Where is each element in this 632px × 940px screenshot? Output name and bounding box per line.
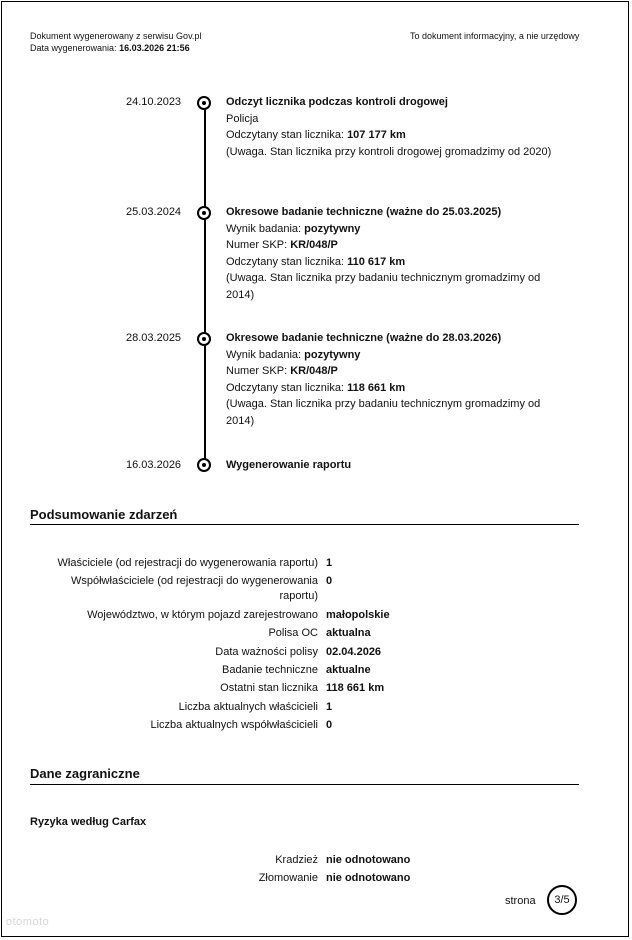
header-left [30, 30, 201, 54]
page-label: strona [505, 895, 536, 907]
summary-row [30, 718, 590, 733]
event-odometer [226, 254, 566, 271]
summary-value: aktualna [326, 627, 371, 640]
summary-value: 1 [326, 557, 333, 569]
timeline-line [204, 102, 206, 464]
event-odometer [226, 127, 566, 144]
odometer-value: 110 617 km [347, 255, 406, 268]
summary-table [30, 556, 590, 737]
timeline-dot-icon [197, 332, 211, 346]
skp-value: KR/048/P [290, 365, 338, 377]
odometer-value: 107 177 km [347, 129, 406, 141]
generated-source: Dokument wygenerowany z serwisu Gov.pl [30, 31, 202, 41]
event-note: (Uwaga. Stan licznika przy badaniu technicznym gromadzimy od 2014) [226, 272, 541, 301]
timeline-event [226, 330, 566, 429]
summary-value: 0 [326, 575, 333, 588]
event-title: Odczyt licznika podczas kontroli drogowej [226, 96, 448, 108]
summary-value: 0 [326, 719, 333, 732]
summary-value: aktualne [326, 663, 371, 676]
timeline-event [226, 204, 566, 303]
carfax-value: nie odnotowano [326, 854, 411, 866]
result-value: pozytywny [304, 348, 361, 361]
summary-label: Liczba aktualnych współwłaścicieli [150, 719, 318, 732]
summary-row [30, 663, 590, 678]
summary-row [30, 556, 590, 571]
section-divider [30, 524, 579, 525]
summary-label: Data ważności polisy [215, 645, 318, 658]
summary-row [30, 645, 590, 660]
event-title: Okresowe badanie techniczne (ważne do 25.03.2025) [226, 206, 502, 218]
summary-label: Właściciele (od rejestracji do wygenerowania raportu) [57, 557, 318, 569]
section-title-foreign: Dane zagraniczne [30, 766, 140, 781]
summary-value: 02.04.2026 [326, 645, 382, 658]
carfax-row [30, 871, 590, 886]
header-disclaimer: To dokument informacyjny, a nie urzędowy [410, 31, 580, 41]
timeline-event [226, 94, 566, 160]
summary-row [30, 626, 590, 641]
event-date: 16.03.2026 [126, 459, 182, 471]
skp-label: Numer SKP: [226, 239, 288, 251]
summary-label: Województwo, w którym pojazd zarejestrowano [87, 608, 318, 621]
carfax-row [30, 853, 590, 868]
summary-value: 118 661 km [326, 682, 385, 695]
event-title: Wygenerowanie raportu [226, 459, 352, 471]
summary-row [30, 574, 590, 604]
result-label: Wynik badania: [226, 348, 302, 361]
carfax-label: Kradzież [275, 854, 318, 866]
summary-label: Ostatni stan licznika [220, 682, 318, 695]
odometer-label: Odczytany stan licznika: [226, 129, 344, 141]
summary-label: Badanie techniczne [221, 663, 318, 676]
section-title-summary: Podsumowanie zdarzeń [30, 507, 178, 522]
result-label: Wynik badania: [226, 222, 302, 235]
watermark: otomoto [6, 916, 50, 928]
carfax-value: nie odnotowano [326, 872, 411, 885]
result-value: pozytywny [304, 222, 361, 235]
generated-date-value: 16.03.2026 21:56 [119, 43, 190, 53]
summary-label: Liczba aktualnych właścicieli [178, 700, 318, 713]
summary-row [30, 608, 590, 623]
event-odometer [226, 380, 566, 397]
event-title: Okresowe badanie techniczne (ważne do 28.03.2026) [226, 332, 502, 344]
summary-label: Współwłaściciele (od rejestracji do wygenerowania raportu) [71, 575, 318, 603]
carfax-table [30, 853, 590, 890]
event-skp [226, 363, 566, 380]
summary-value: 1 [326, 700, 333, 713]
event-authority: Policja [226, 112, 259, 125]
summary-row [30, 700, 590, 715]
section-divider [30, 784, 579, 785]
timeline-event [226, 457, 566, 474]
event-date: 28.03.2025 [126, 332, 182, 344]
timeline-dot-icon [197, 458, 211, 472]
event-date: 24.10.2023 [126, 96, 182, 108]
event-date: 25.03.2024 [126, 206, 182, 218]
carfax-subtitle: Ryzyka według Carfax [30, 816, 147, 828]
skp-value: KR/048/P [290, 239, 338, 251]
generated-date-label: Data wygenerowania: [30, 43, 117, 53]
skp-label: Numer SKP: [226, 365, 288, 377]
summary-value: małopolskie [326, 608, 390, 621]
event-note: (Uwaga. Stan licznika przy badaniu technicznym gromadzimy od 2014) [226, 398, 541, 427]
odometer-label: Odczytany stan licznika: [226, 255, 344, 268]
event-skp [226, 237, 566, 254]
event-result [226, 221, 566, 238]
carfax-label: Złomowanie [258, 872, 318, 885]
summary-row [30, 681, 590, 696]
timeline-dot-icon [197, 206, 211, 220]
summary-label: Polisa OC [268, 627, 318, 640]
odometer-label: Odczytany stan licznika: [226, 381, 344, 394]
generated-date-line [30, 42, 201, 54]
page-number: 3/5 [547, 885, 577, 915]
event-note: (Uwaga. Stan licznika przy kontroli drogowej gromadzimy od 2020) [226, 145, 552, 158]
timeline-dot-icon [197, 96, 211, 110]
event-result [226, 347, 566, 364]
odometer-value: 118 661 km [347, 381, 406, 394]
